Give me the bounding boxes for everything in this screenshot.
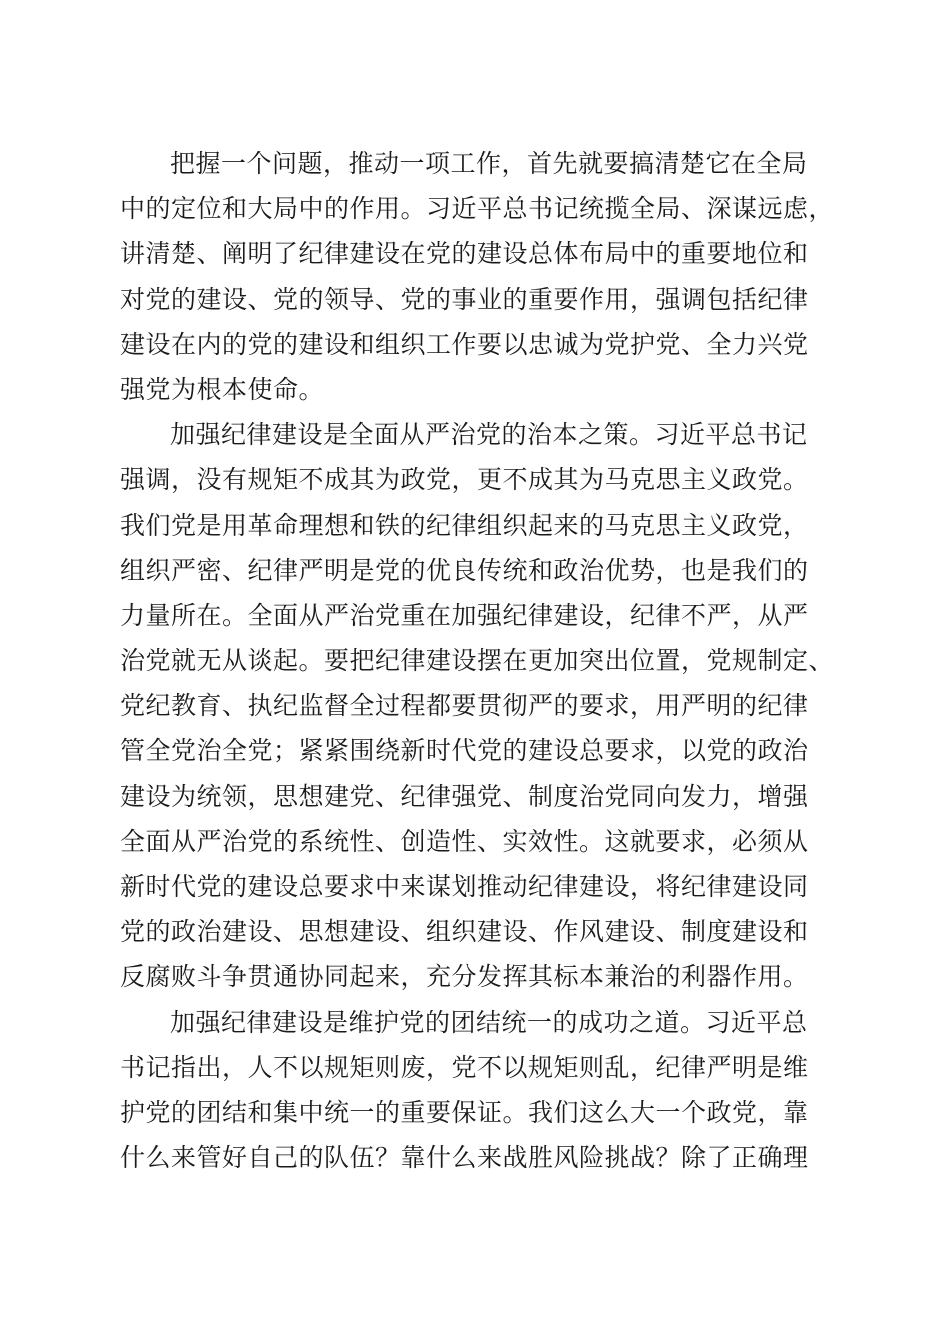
paragraph-line: 强党为根本使命。 [120, 374, 325, 404]
paragraph-line: 我们党是用革命理想和铁的纪律组织起来的马克思主义政党， [120, 510, 809, 540]
paragraph-3 [120, 1000, 830, 1181]
paragraph-line: 建设为统领，思想建党、纪律强党、制度治党同向发力，增强 [120, 781, 809, 811]
document-body [120, 141, 835, 1180]
paragraph-line: 党纪教育、执纪监督全过程都要贯彻严的要求，用严明的纪律 [120, 691, 809, 721]
paragraph-line: 强调，没有规矩不成其为政党，更不成其为马克思主义政党。 [120, 465, 809, 495]
paragraph-line: 对党的建设、党的领导、党的事业的重要作用，强调包括纪律 [120, 284, 809, 314]
paragraph-line: 治党就无从谈起。要把纪律建设摆在更加突出位置，党规制定、 [120, 646, 835, 676]
paragraph-line: 加强纪律建设是维护党的团结统一的成功之道。习近平总 [170, 1007, 808, 1037]
paragraph-line: 反腐败斗争贯通协同起来，充分发挥其标本兼治的利器作用。 [120, 962, 809, 992]
paragraph-2 [120, 412, 835, 999]
paragraph-line: 新时代党的建设总要求中来谋划推动纪律建设，将纪律建设同 [120, 872, 809, 901]
paragraph-line: 党的政治建设、思想建设、组织建设、作风建设、制度建设和 [120, 917, 809, 947]
paragraph-line: 把握一个问题，推动一项工作，首先就要搞清楚它在全局 [170, 149, 808, 178]
paragraph-line: 力量所在。全面从严治党重在加强纪律建设，纪律不严，从严 [120, 600, 809, 630]
paragraph-line: 书记指出，人不以规矩则废，党不以规矩则乱，纪律严明是维 [120, 1052, 809, 1082]
paragraph-line: 管全党治全党；紧紧围绕新时代党的建设总要求，以党的政治 [120, 736, 809, 766]
paragraph-line: 什么来管好自己的队伍？靠什么来战胜风险挑战？除了正确理 [120, 1143, 809, 1173]
paragraph-line: 护党的团结和集中统一的重要保证。我们这么大一个政党，靠 [120, 1097, 809, 1127]
paragraph-line: 加强纪律建设是全面从严治党的治本之策。习近平总书记 [170, 420, 808, 450]
paragraph-line: 建设在内的党的建设和组织工作要以忠诚为党护党、全力兴党 [120, 329, 809, 359]
paragraph-line: 讲清楚、阐明了纪律建设在党的建设总体布局中的重要地位和 [120, 239, 809, 269]
paragraph-line: 全面从严治党的系统性、创造性、实效性。这就要求，必须从 [120, 826, 809, 856]
paragraph-line: 中的定位和大局中的作用。习近平总书记统揽全局、深谋远虑， [120, 194, 835, 224]
paragraph-line: 组织严密、纪律严明是党的优良传统和政治优势，也是我们的 [120, 555, 809, 585]
paragraph-1 [120, 141, 835, 412]
